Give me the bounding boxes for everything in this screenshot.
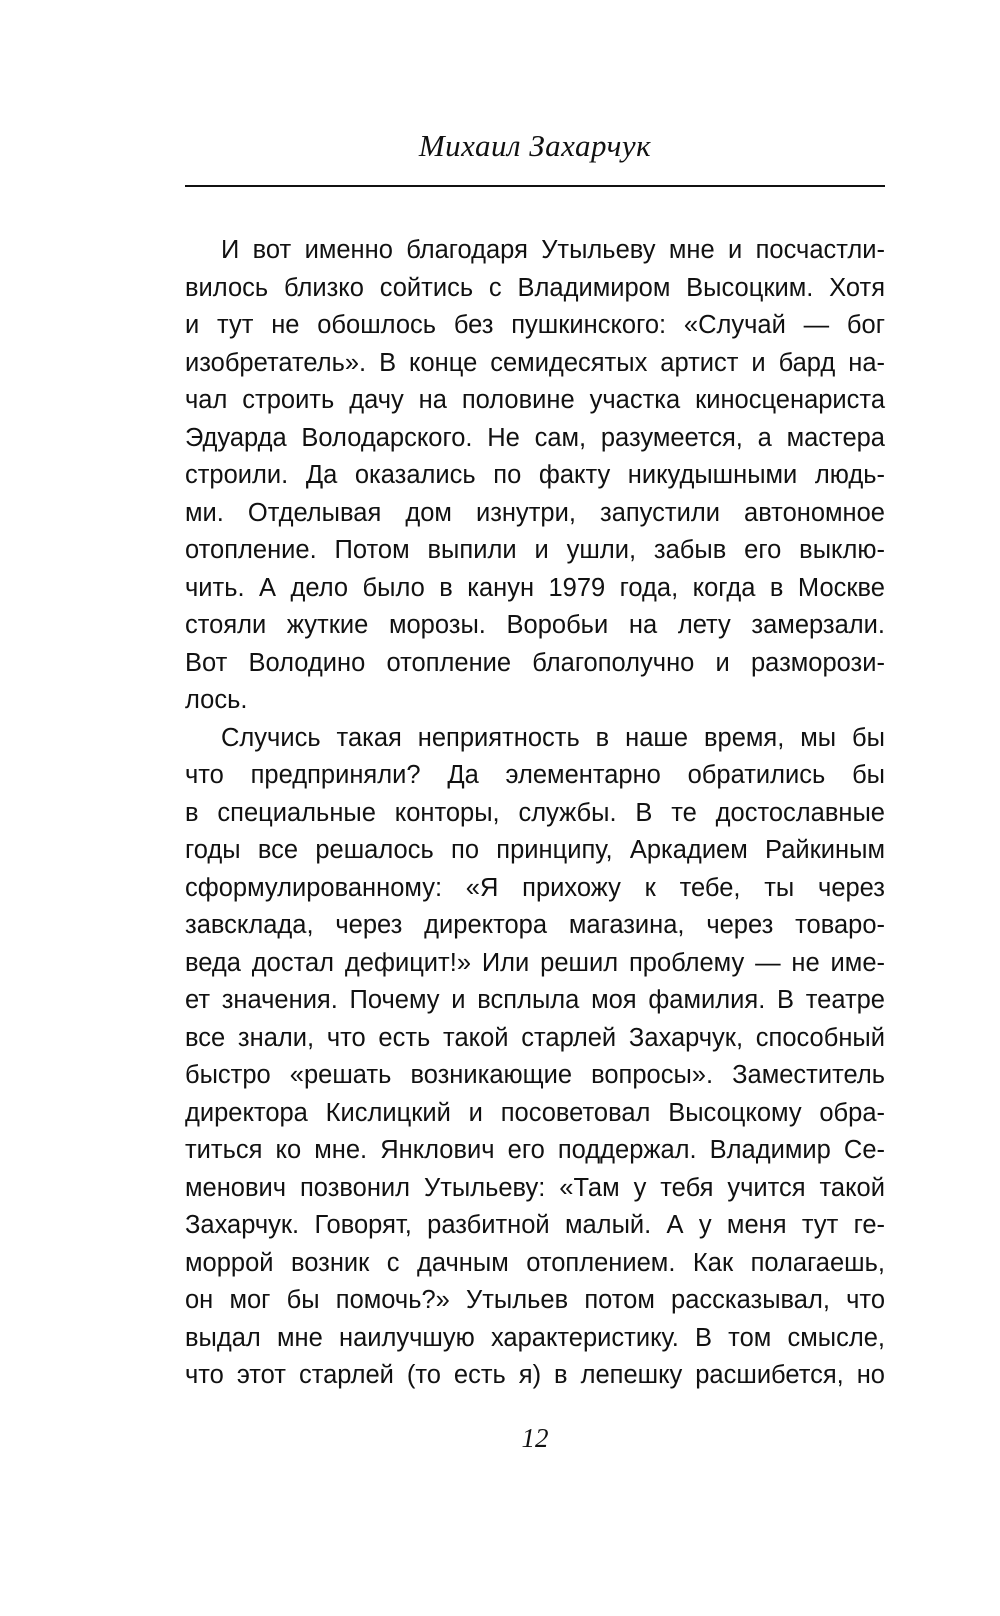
page-number: 12	[521, 1423, 549, 1453]
text-line: он мог бы помочь?» Утыльев потом рассказывал, что	[185, 1286, 885, 1314]
text-line: Вот Володино отопление благополучно и разморози-	[185, 648, 885, 677]
text-line: что предприняли? Да элементарно обратились бы	[185, 761, 885, 789]
text-line: что этот старлей (то есть я) в лепешку расшибется, но	[185, 1361, 885, 1389]
text-line: менович позвонил Утыльеву: «Там у тебя учится такой	[185, 1173, 885, 1202]
body-text	[185, 232, 885, 1395]
text-line: строили. Да оказались по факту никудышными людь-	[185, 461, 885, 489]
text-line: все знали, что есть такой старлей Захарчук, способный	[185, 1023, 885, 1052]
text-line: директора Кислицкий и посоветовал Высоцкому обра-	[185, 1098, 885, 1127]
text-line: И вот именно благодаря Утыльеву мне и посчастли-	[221, 236, 885, 264]
text-line: ми. Отделывая дом изнутри, запустили автономное	[185, 498, 885, 527]
text-line: чал строить дачу на половине участка киносценариста	[185, 386, 885, 414]
text-line: Эдуарда Володарского. Не сам, разумеется, а мастера	[185, 423, 885, 452]
text-line: стояли жуткие морозы. Воробьи на лету замерзали.	[185, 611, 885, 639]
text-line: годы все решалось по принципу, Аркадием Райкиным	[185, 836, 885, 864]
text-line: вилось близко сойтись с Владимиром Высоцким. Хотя	[185, 273, 885, 302]
text-line: выдал мне наилучшую характеристику. В том смысле,	[185, 1323, 885, 1352]
text-line: завсклада, через директора магазина, через товаро-	[185, 911, 885, 939]
text-line: в специальные конторы, службы. В те достославные	[185, 798, 885, 827]
text-line: титься ко мне. Янклович его поддержал. Владимир Се-	[185, 1136, 885, 1164]
text-line: изобретатель». В конце семидесятых артист и бард на-	[185, 348, 885, 377]
running-head-author: Михаил Захарчук	[418, 128, 652, 163]
text-line: ет значения. Почему и всплыла моя фамилия. В театре	[185, 986, 885, 1014]
text-line: чить. А дело было в канун 1979 года, когда в Москве	[185, 573, 885, 602]
text-line: Захарчук. Говорят, разбитной малый. А у меня тут ге-	[185, 1211, 885, 1239]
text-line: отопление. Потом выпили и ушли, забыв его выклю-	[185, 536, 885, 564]
header-divider	[185, 185, 885, 187]
text-line: и тут не обошлось без пушкинского: «Случай — бог	[185, 311, 885, 339]
text-line: лось.	[185, 686, 248, 714]
text-line: быстро «решать возникающие вопросы». Заместитель	[185, 1061, 885, 1089]
text-line: Случись такая неприятность в наше время, мы бы	[221, 723, 885, 752]
text-line: веда достал дефицит!» Или решил проблему — не име-	[185, 948, 885, 977]
text-line: сформулированному: «Я прихожу к тебе, ты через	[185, 873, 885, 902]
text-line: моррой возник с дачным отоплением. Как полагаешь,	[185, 1248, 885, 1277]
